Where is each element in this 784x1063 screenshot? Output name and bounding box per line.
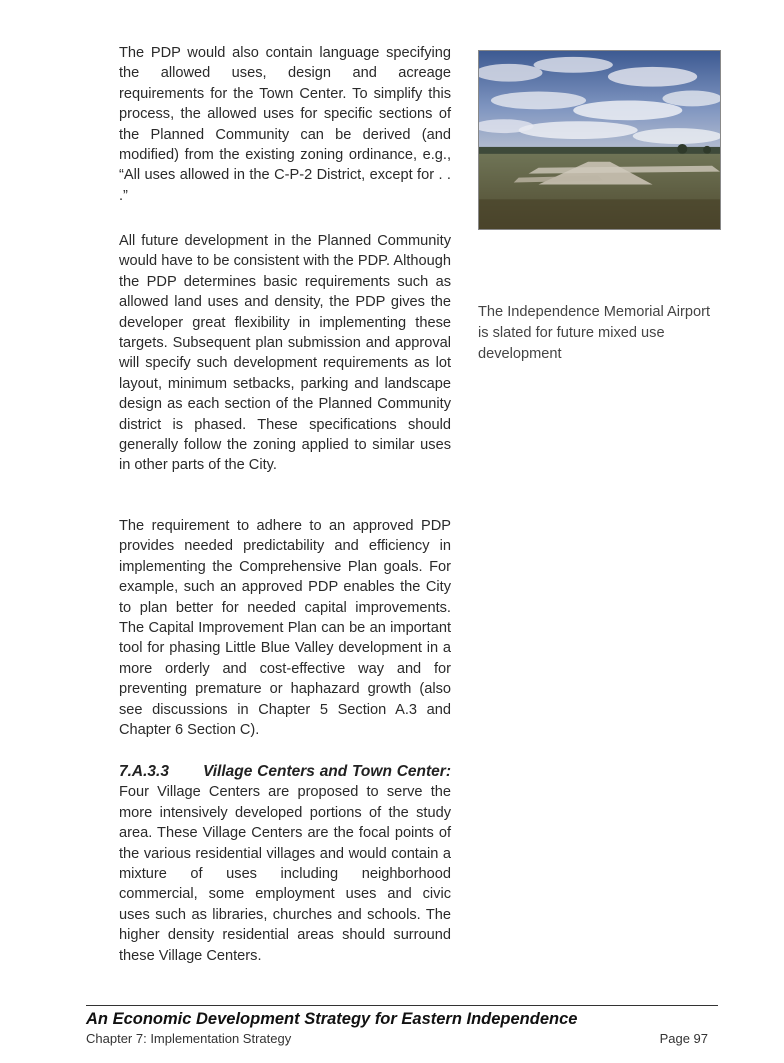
paragraph-village-centers — [119, 762, 451, 966]
section-title: Village Centers and Town Center: — [202, 763, 451, 780]
page-number: Page 97 — [659, 1031, 708, 1046]
paragraph-future-development: All future development in the Planned Community would have to be consistent with the PDP. Although the PDP determines basic requirements such as allowed land uses and density, the PDP gives the developer great flexibility in implementing these targets. Subsequent plan submission and approval will specify such development requirements as lot layout, minimum setbacks, parking and landscape design as each section of the Planned Community district is phased. These specifications should generally follow the zoning applied to similar uses in other parts of the City. — [119, 233, 451, 474]
footer-chapter: Chapter 7: Implementation Strategy — [86, 1031, 292, 1046]
section-heading — [119, 763, 451, 780]
paragraph-pdp-language: The PDP would also contain language specifying the allowed uses, design and acreage requirements for the Town Center. To simplify this process, the allowed uses for specific sections of the Planned Community can be derived (and modified) from the existing zoning ordinance, e.g., “All uses allowed in the C-P-2 District, except for . . .” — [119, 45, 451, 204]
airport-photo — [478, 50, 721, 230]
section-number: 7.A.3.3 — [119, 763, 169, 780]
photo-caption: The Independence Memorial Airport is slated for future mixed use development — [478, 304, 711, 362]
section-body: Four Village Centers are proposed to serve the more intensively developed portions of the study area. These Village Centers are the focal points of the various residential villages and would contain a mixture of uses including neighborhood commercial, some employment uses and civic uses such as libraries, churches and schools. The higher density residential areas should surround these Village Centers. — [119, 784, 451, 964]
footer-document-title: An Economic Development Strategy for Eastern Independence — [86, 1010, 578, 1028]
paragraph-pdp-requirement: The requirement to adhere to an approved PDP provides needed predictability and efficiency in implementing the Comprehensive Plan goals. For example, such an approved PDP enables the City to plan better for needed capital improvements. The Capital Improvement Plan can be an important tool for phasing Little Blue Valley development in a more orderly and cost-effective way and for preventing premature or haphazard growth (also see discussions in Chapter 5 Section A.3 and Chapter 6 Section C). — [119, 518, 451, 739]
footer-divider — [86, 1005, 718, 1006]
